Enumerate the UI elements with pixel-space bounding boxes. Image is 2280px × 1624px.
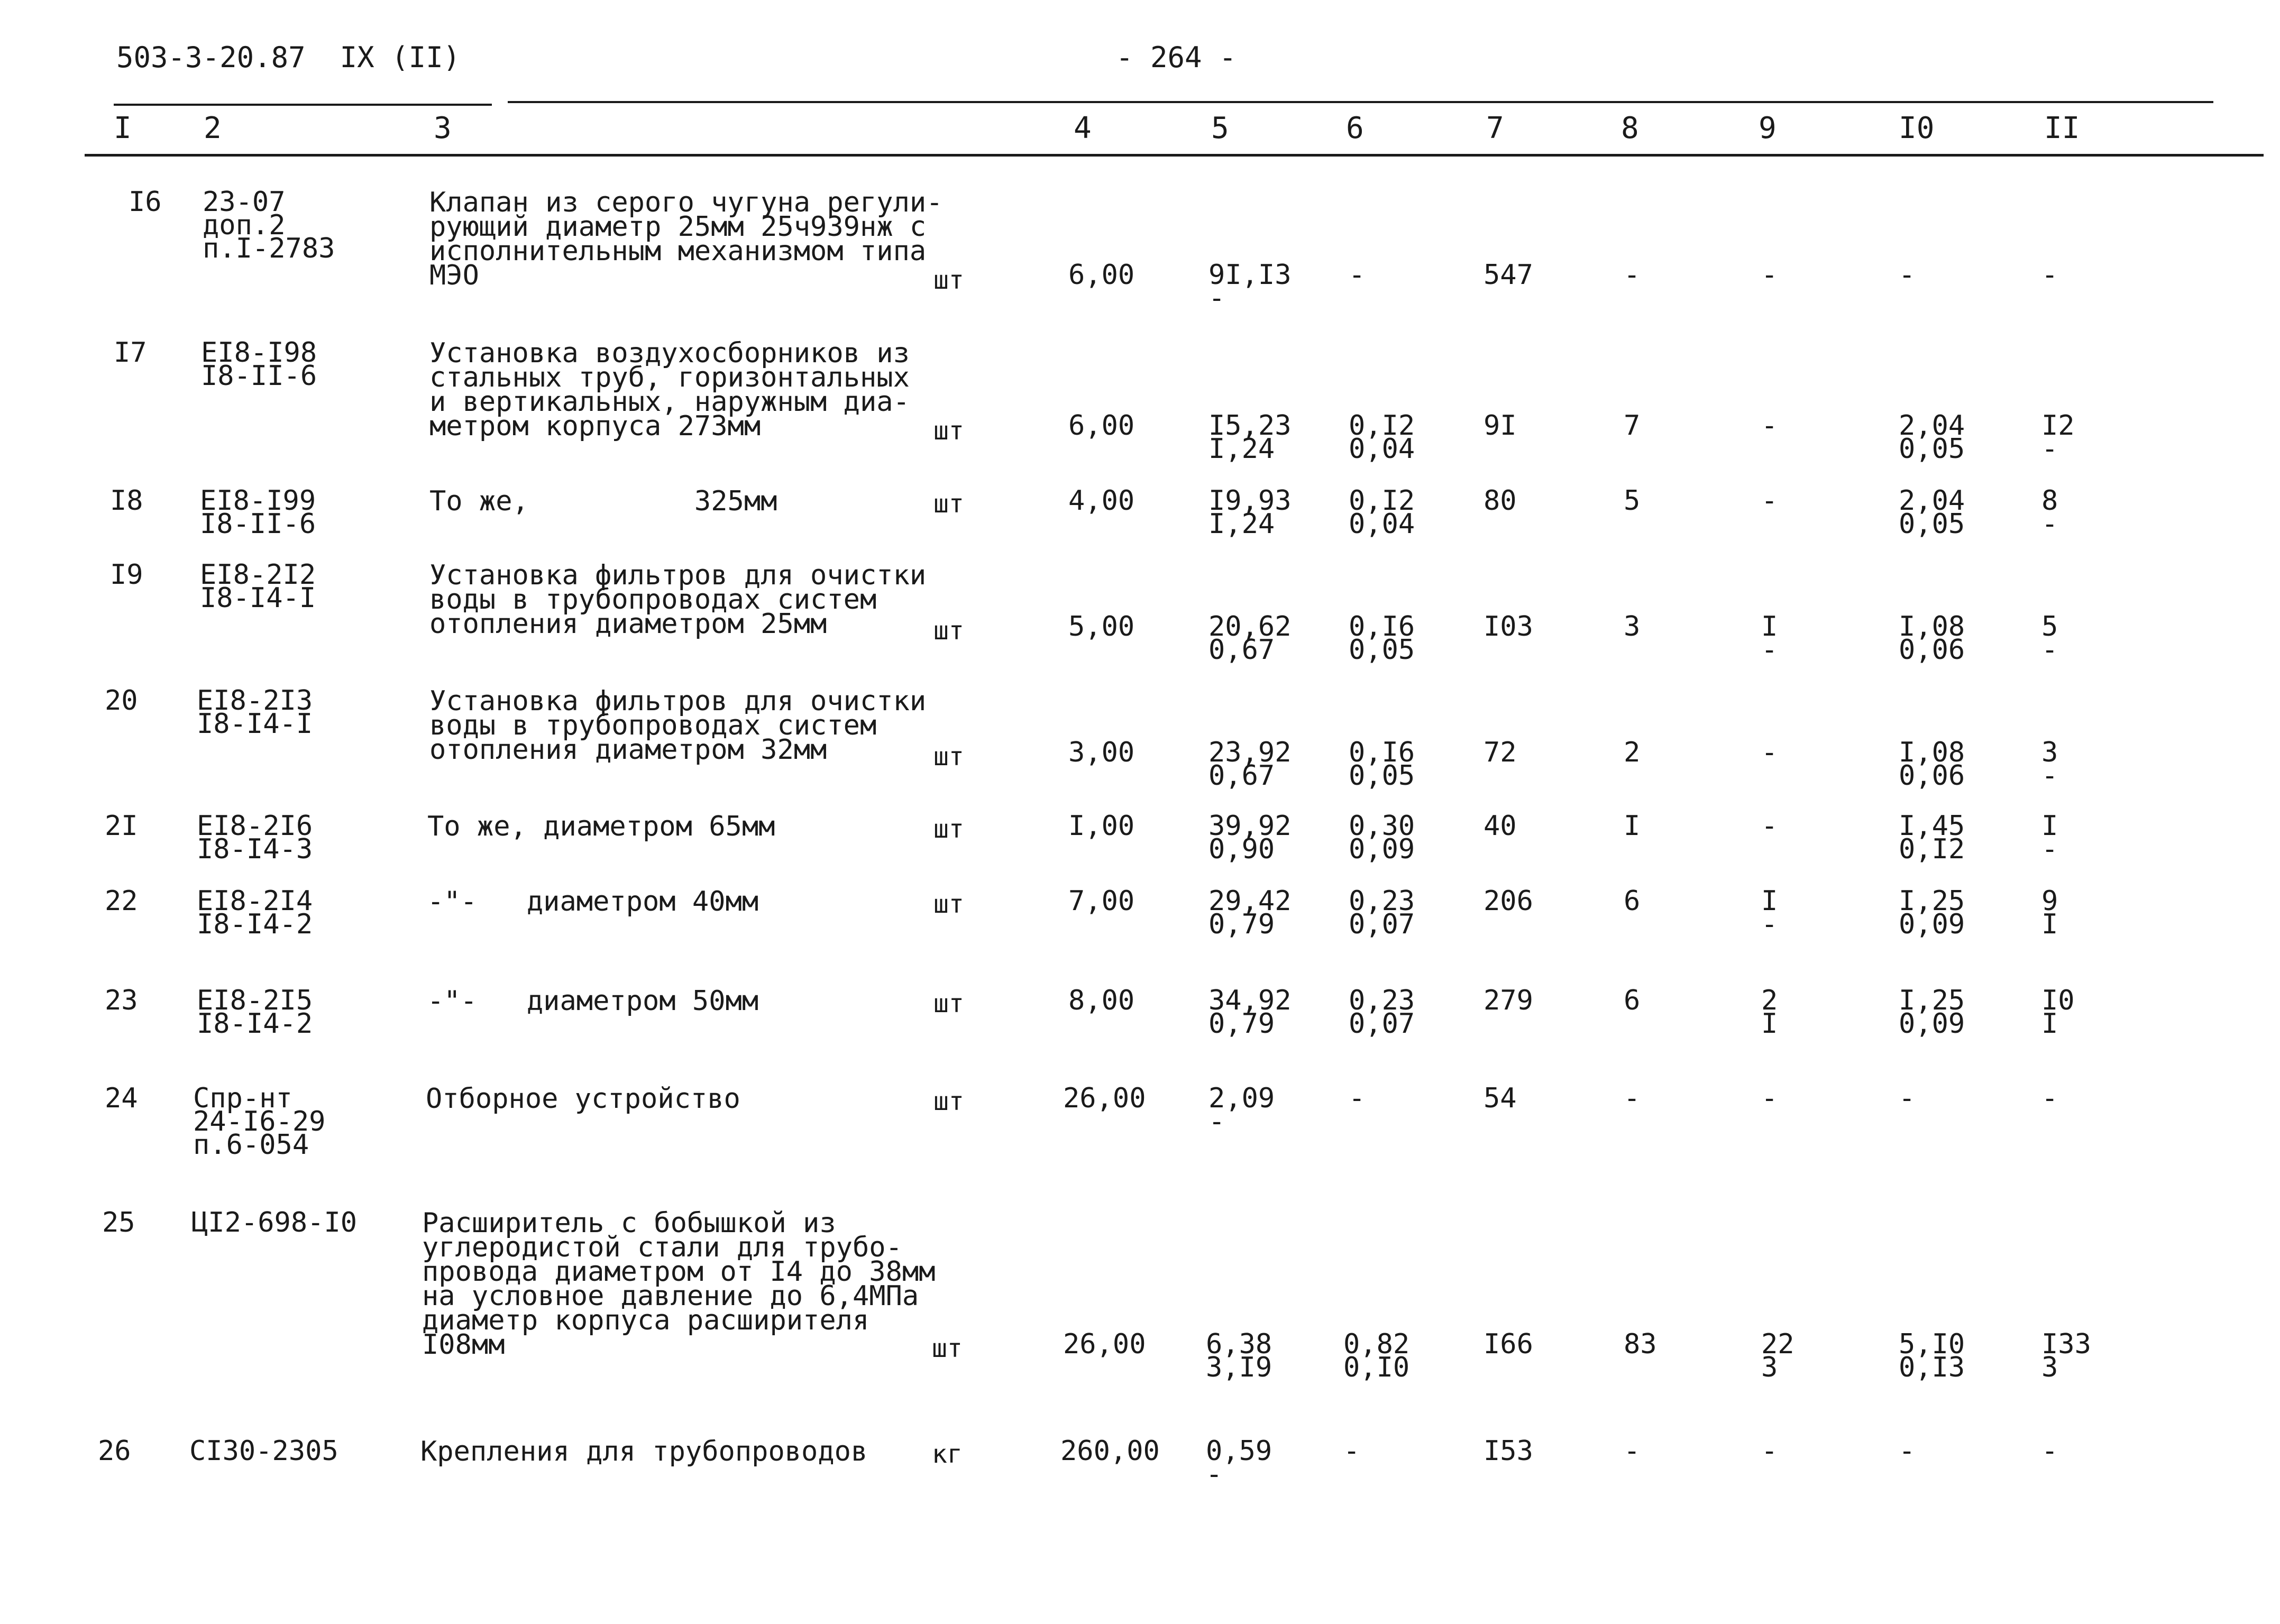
- work-description: Отборное устройство: [426, 1083, 740, 1115]
- column-header-10: I0: [1899, 111, 1935, 145]
- work-description: Установка фильтров для очистки воды в трубопроводах систем отопления диаметром 32мм: [429, 685, 927, 766]
- table-row: [0, 485, 2280, 540]
- norm-code: ЕI8-I98 I8-II-6: [201, 337, 317, 392]
- col11-value: I0 I: [2041, 985, 2075, 1040]
- column-header-11: II: [2044, 111, 2080, 145]
- work-description: Установка воздухосборников из стальных труб, горизонтальных и вертикальных, наружным диа- метром корпуса 273мм: [429, 337, 910, 442]
- norm-code: ЕI8-2I3 I8-I4-I: [197, 685, 313, 740]
- table-row: [0, 1435, 2280, 1490]
- col10-value: I,08 0,06: [1899, 737, 1965, 792]
- unit: шт: [933, 265, 964, 295]
- col9-value: -: [1761, 1082, 1778, 1114]
- col10-value: 2,04 0,05: [1899, 410, 1965, 465]
- column-header-8: 8: [1621, 111, 1639, 145]
- column-header-5: 5: [1211, 111, 1229, 145]
- col9-value: 2 I: [1761, 985, 1778, 1040]
- col5-value: 6,38 3,I9: [1206, 1328, 1272, 1383]
- col8-value: 2: [1624, 737, 1641, 768]
- col11-value: -: [2041, 1435, 2058, 1467]
- col10-value: -: [1899, 1082, 1916, 1114]
- unit: шт: [933, 1087, 964, 1116]
- table-row: [0, 559, 2280, 666]
- unit: шт: [933, 814, 964, 844]
- quantity: 4,00: [1068, 485, 1135, 517]
- quantity: 5,00: [1068, 611, 1135, 643]
- col8-value: 83: [1624, 1328, 1657, 1360]
- table-row: [0, 885, 2280, 940]
- column-header-3: 3: [434, 111, 452, 145]
- row-number: I9: [110, 559, 143, 591]
- column-header-4: 4: [1074, 111, 1092, 145]
- col6-value: 0,30 0,09: [1349, 810, 1415, 865]
- col5-value: 20,62 0,67: [1208, 611, 1292, 666]
- quantity: 7,00: [1068, 885, 1135, 917]
- col5-value: I9,93 I,24: [1208, 485, 1292, 540]
- col9-value: -: [1761, 259, 1778, 291]
- quantity: 26,00: [1063, 1328, 1146, 1360]
- norm-code: ЕI8-2I4 I8-I4-2: [197, 885, 313, 940]
- col7-value: I03: [1484, 611, 1533, 643]
- norm-code: ЕI8-2I6 I8-I4-3: [197, 810, 313, 865]
- unit: шт: [933, 742, 964, 772]
- col7-value: 9I: [1484, 410, 1517, 442]
- col5-value: 29,42 0,79: [1208, 885, 1292, 940]
- norm-code: ЕI8-2I5 I8-I4-2: [197, 985, 313, 1040]
- column-header-9: 9: [1759, 111, 1777, 145]
- col9-value: -: [1761, 1435, 1778, 1467]
- row-number: 23: [105, 985, 138, 1016]
- unit: шт: [932, 1334, 963, 1363]
- col10-value: -: [1899, 259, 1916, 291]
- col10-value: 2,04 0,05: [1899, 485, 1965, 540]
- work-description: Клапан из серого чугуна регули- рующий диаметр 25мм 25ч939нж с исполнительным механизмом типа МЭО: [429, 187, 943, 291]
- norm-code: ЕI8-2I2 I8-I4-I: [200, 559, 316, 614]
- col8-value: 3: [1624, 611, 1641, 643]
- unit: шт: [933, 616, 964, 646]
- row-number: 25: [102, 1207, 135, 1238]
- quantity: 8,00: [1068, 985, 1135, 1016]
- col6-value: 0,I2 0,04: [1349, 410, 1415, 465]
- col5-value: I5,23 I,24: [1208, 410, 1292, 465]
- col5-value: 39,92 0,90: [1208, 810, 1292, 865]
- col6-value: 0,I6 0,05: [1349, 611, 1415, 666]
- row-number: 20: [105, 685, 138, 717]
- col10-value: I,08 0,06: [1899, 611, 1965, 666]
- table-row: [0, 337, 2280, 465]
- norm-code: СI30-2305: [189, 1435, 338, 1467]
- header-top-rule-right: [508, 101, 2213, 103]
- table-row: [0, 1082, 2280, 1161]
- work-description: Крепления для трубопроводов: [420, 1436, 868, 1467]
- norm-code: ЕI8-I99 I8-II-6: [200, 485, 316, 540]
- col8-value: 5: [1624, 485, 1641, 517]
- table-row: [0, 985, 2280, 1040]
- unit: шт: [933, 989, 964, 1019]
- col7-value: I53: [1484, 1435, 1533, 1467]
- col10-value: I,25 0,09: [1899, 985, 1965, 1040]
- col5-value: 2,09 -: [1208, 1082, 1275, 1137]
- col5-value: 34,92 0,79: [1208, 985, 1292, 1040]
- work-description: -"- диаметром 40мм: [427, 886, 759, 917]
- col6-value: 0,I6 0,05: [1349, 737, 1415, 792]
- row-number: 26: [98, 1435, 131, 1467]
- quantity: 260,00: [1060, 1435, 1160, 1467]
- row-number: 22: [105, 885, 138, 917]
- work-description: Расширитель с бобышкой из углеродистой стали для трубо- провода диаметром от I4 до 38мм на условное давление до 6,4МПа диаметр корпуса расширителя I08мм: [422, 1207, 936, 1361]
- col8-value: I: [1624, 810, 1641, 842]
- col5-value: 9I,I3 -: [1208, 259, 1292, 314]
- col11-value: -: [2041, 1082, 2058, 1114]
- col11-value: 5 -: [2041, 611, 2058, 666]
- page-number: - 264 -: [1116, 41, 1237, 74]
- col10-value: I,45 0,I2: [1899, 810, 1965, 865]
- quantity: I,00: [1068, 810, 1135, 842]
- unit: кг: [932, 1439, 963, 1469]
- unit: шт: [933, 416, 964, 446]
- column-header-7: 7: [1486, 111, 1504, 145]
- col6-value: 0,I2 0,04: [1349, 485, 1415, 540]
- col7-value: 72: [1484, 737, 1517, 768]
- col10-value: 5,I0 0,I3: [1899, 1328, 1965, 1383]
- row-number: I7: [114, 337, 147, 369]
- row-number: 2I: [105, 810, 138, 842]
- quantity: 6,00: [1068, 410, 1135, 442]
- norm-code: ЦI2-698-I0: [191, 1207, 358, 1238]
- row-number: I6: [129, 186, 162, 218]
- unit: шт: [933, 889, 964, 919]
- col9-value: -: [1761, 410, 1778, 442]
- column-header-1: I: [114, 111, 132, 145]
- quantity: 26,00: [1063, 1082, 1146, 1114]
- quantity: 3,00: [1068, 737, 1135, 768]
- col7-value: I66: [1484, 1328, 1533, 1360]
- col11-value: -: [2041, 259, 2058, 291]
- col8-value: 7: [1624, 410, 1641, 442]
- work-description: Установка фильтров для очистки воды в трубопроводах систем отопления диаметром 25мм: [429, 559, 927, 640]
- col5-value: 0,59 -: [1206, 1435, 1272, 1490]
- col6-value: -: [1349, 1082, 1366, 1114]
- col11-value: 8 -: [2041, 485, 2058, 540]
- col11-value: I33 3: [2041, 1328, 2091, 1383]
- col6-value: 0,82 0,I0: [1343, 1328, 1410, 1383]
- col7-value: 40: [1484, 810, 1517, 842]
- col11-value: 9 I: [2041, 885, 2058, 940]
- col9-value: -: [1761, 485, 1778, 517]
- header-bottom-rule: [85, 154, 2264, 157]
- col8-value: -: [1624, 1082, 1641, 1114]
- col9-value: I -: [1761, 885, 1778, 940]
- row-number: 24: [105, 1082, 138, 1114]
- table-row: [0, 685, 2280, 792]
- column-header-6: 6: [1346, 111, 1364, 145]
- document-code: 503-3-20.87 IX (II): [116, 41, 461, 74]
- col8-value: 6: [1624, 985, 1641, 1016]
- table-row: [0, 810, 2280, 865]
- quantity: 6,00: [1068, 259, 1135, 291]
- col9-value: 22 3: [1761, 1328, 1794, 1383]
- col6-value: 0,23 0,07: [1349, 985, 1415, 1040]
- work-description: То же, диаметром 65мм: [427, 811, 775, 842]
- col7-value: 279: [1484, 985, 1533, 1016]
- table-row: [0, 1207, 2280, 1383]
- col11-value: I2 -: [2041, 410, 2075, 465]
- header-top-rule-left: [114, 104, 492, 106]
- work-description: -"- диаметром 50мм: [427, 985, 759, 1017]
- col8-value: -: [1624, 1435, 1641, 1467]
- col10-value: I,25 0,09: [1899, 885, 1965, 940]
- col9-value: I -: [1761, 611, 1778, 666]
- work-description: То же, 325мм: [429, 485, 777, 517]
- col8-value: -: [1624, 259, 1641, 291]
- col5-value: 23,92 0,67: [1208, 737, 1292, 792]
- col11-value: 3 -: [2041, 737, 2058, 792]
- col7-value: 547: [1484, 259, 1533, 291]
- col7-value: 80: [1484, 485, 1517, 517]
- col6-value: -: [1349, 259, 1366, 291]
- col9-value: -: [1761, 737, 1778, 768]
- unit: шт: [933, 489, 964, 519]
- col7-value: 54: [1484, 1082, 1517, 1114]
- col8-value: 6: [1624, 885, 1641, 917]
- norm-code: Спр-нт 24-I6-29 п.6-054: [193, 1082, 326, 1161]
- col9-value: -: [1761, 810, 1778, 842]
- col7-value: 206: [1484, 885, 1533, 917]
- norm-code: 23-07 доп.2 п.I-2783: [203, 186, 335, 264]
- col11-value: I -: [2041, 810, 2058, 865]
- row-number: I8: [110, 485, 143, 517]
- col10-value: -: [1899, 1435, 1916, 1467]
- column-header-2: 2: [204, 111, 222, 145]
- table-row: [0, 186, 2280, 314]
- col6-value: -: [1343, 1435, 1360, 1467]
- col6-value: 0,23 0,07: [1349, 885, 1415, 940]
